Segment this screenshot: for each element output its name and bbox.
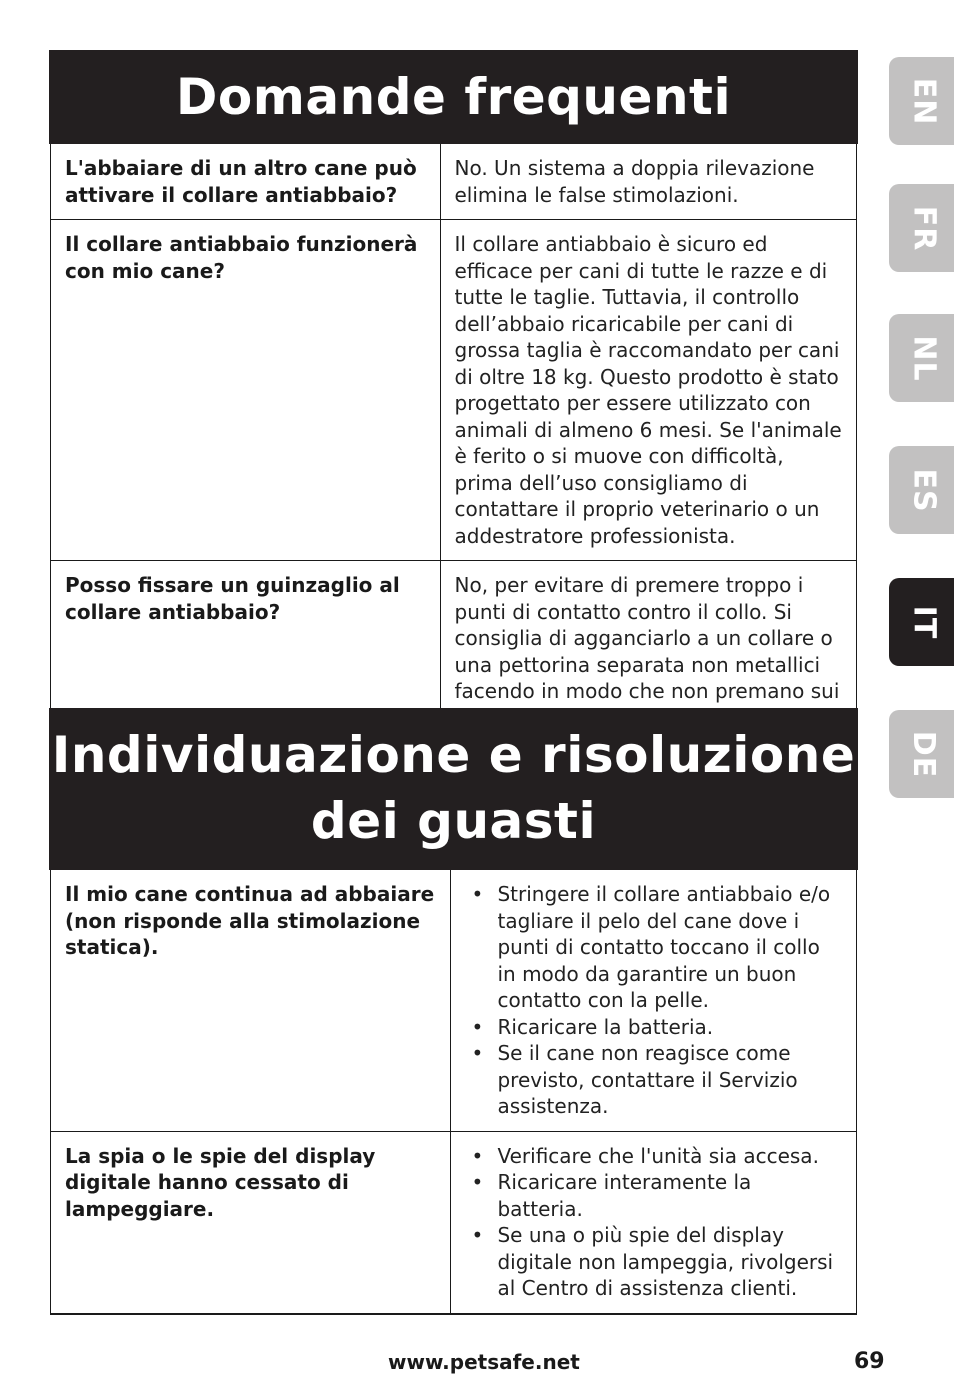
footer-url: www.petsafe.net bbox=[388, 1350, 580, 1374]
list-item: • Se il cane non reagisce come previsto, contattare il Servizio assistenza. bbox=[497, 1040, 842, 1120]
solution-list bbox=[471, 881, 842, 1120]
faq-answer: No, per evitare di premere troppo i punti di contatto contro il collo. Si consiglia di agganciarlo a un collare o una pettorina separata non metallici facendo in modo che non premano sui bbox=[440, 561, 857, 744]
troubleshooting-problem: La spia o le spie del display digitale hanno cessato di lampeggiare. bbox=[51, 1131, 451, 1314]
faq-table bbox=[50, 144, 857, 744]
language-tab-label: ES bbox=[906, 467, 942, 513]
faq-question: Il collare antiabbaio funzionerà con mio cane? bbox=[51, 220, 441, 561]
language-tab-nl[interactable] bbox=[889, 314, 954, 402]
table-row bbox=[51, 870, 857, 1131]
language-tab-label: IT bbox=[906, 605, 942, 639]
list-item: • Ricaricare interamente la batteria. bbox=[497, 1169, 842, 1222]
troubleshooting-problem: Il mio cane continua ad abbaiare (non risponde alla stimolazione statica). bbox=[51, 870, 451, 1131]
faq-title: Domande frequenti bbox=[49, 50, 858, 144]
list-item: • Ricaricare la batteria. bbox=[497, 1014, 842, 1041]
troubleshooting-title bbox=[49, 708, 858, 870]
language-tab-label: DE bbox=[906, 730, 942, 778]
language-tab-label: FR bbox=[906, 205, 942, 251]
faq-question: L'abbaiare di un altro cane può attivare il collare antiabbaio? bbox=[51, 144, 441, 220]
page-number: 69 bbox=[854, 1349, 885, 1374]
language-tab-it[interactable] bbox=[889, 578, 954, 666]
language-tab-es[interactable] bbox=[889, 446, 954, 534]
troubleshooting-title-text: Individuazione e risoluzione dei guasti bbox=[51, 726, 856, 850]
table-row bbox=[51, 1131, 857, 1314]
list-item: • Se una o più spie del display digitale non lampeggia, rivolgersi al Centro di assistenza clienti. bbox=[497, 1222, 842, 1302]
troubleshooting-solutions bbox=[451, 870, 857, 1131]
table-row bbox=[51, 220, 857, 561]
troubleshooting-table bbox=[50, 870, 857, 1315]
list-item: • Stringere il collare antiabbaio e/o tagliare il pelo del cane dove i punti di contatto toccano il collo in modo da garantire un buon contatto con la pelle. bbox=[497, 881, 842, 1014]
faq-question: Posso fissare un guinzaglio al collare antiabbaio? bbox=[51, 561, 441, 744]
troubleshooting-solutions bbox=[451, 1131, 857, 1314]
faq-answer: Il collare antiabbaio è sicuro ed efficace per cani di tutte le razze e di tutte le taglie. Tuttavia, il controllo dell’abbaio ricaricabile per cani di grossa taglia è raccomandato per cani di oltre 18 kg. Questo prodotto è stato progettato per essere utilizzato con animali di almeno 6 mesi. Se l'animale è ferito o si muove con difficoltà, prima dell’uso consigliamo di contattare il proprio veterinario o un addestratore professionista. bbox=[440, 220, 857, 561]
language-tab-label: EN bbox=[906, 77, 942, 125]
faq-answer: No. Un sistema a doppia rilevazione elimina le false stimolazioni. bbox=[440, 144, 857, 220]
language-tab-de[interactable] bbox=[889, 710, 954, 798]
language-tab-label: NL bbox=[906, 334, 942, 382]
list-item: • Verificare che l'unità sia accesa. bbox=[497, 1143, 842, 1170]
solution-list bbox=[471, 1143, 842, 1302]
language-tab-fr[interactable] bbox=[889, 184, 954, 272]
table-row bbox=[51, 144, 857, 220]
language-tab-en[interactable] bbox=[889, 57, 954, 145]
